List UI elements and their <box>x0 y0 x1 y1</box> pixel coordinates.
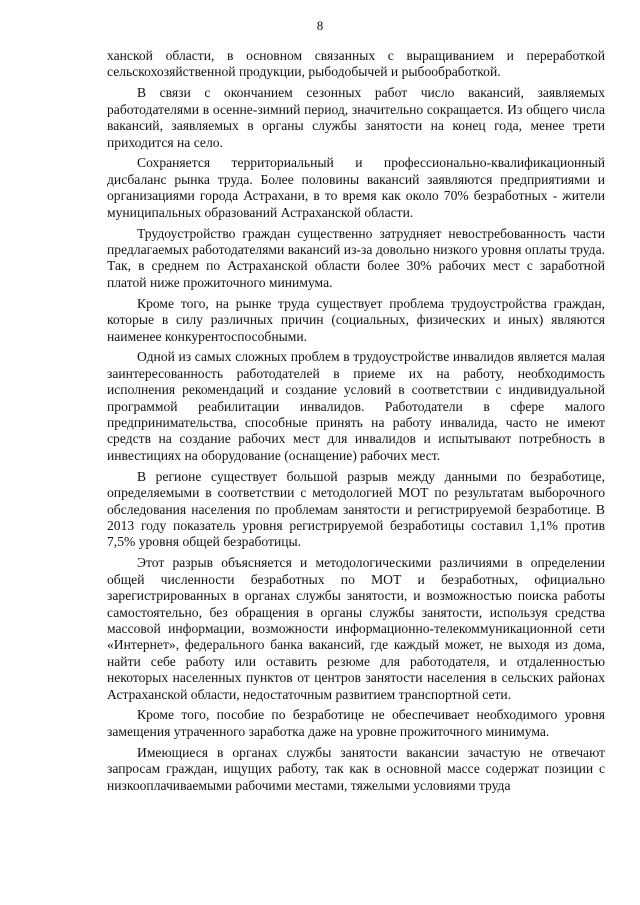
paragraph-8: Этот разрыв объясняется и методологическими различиями в определении общей численности безработных по МОТ и безработных, официально зарегистрированных в органах службы занятости, и возможностью поиска работы самостоятельно, без обращения в органы службы занятости, используя средства массовой информации, возможности информационно-телекоммуникационной сети «Интернет», федерального банка вакансий, где каждый может, не выходя из дома, найти себе работу или оставить резюме для работодателя, и отдаленностью некоторых населенных пунктов от центров занятости населения в сельских районах Астраханской области, недостаточным развитием транспортной сети. <box>107 555 605 702</box>
paragraph-3: Сохраняется территориальный и профессионально-квалификационный дисбаланс рынка труда. Более половины вакансий заявляются предприятиями и организациями города Астрахани, в то время как около 70% безработных - жители муниципальных образований Астраханской области. <box>107 155 605 220</box>
paragraph-5: Кроме того, на рынке труда существует проблема трудоустройства граждан, которые в силу различных причин (социальных, физических и иных) являются наименее конкурентоспособными. <box>107 295 605 344</box>
document-body <box>107 48 605 798</box>
paragraph-9: Кроме того, пособие по безработице не обеспечивает необходимого уровня замещения утраченного заработка даже на уровне прожиточного минимума. <box>107 707 605 739</box>
paragraph-1: ханской области, в основном связанных с выращиванием и переработкой сельскохозяйственной продукции, рыбодобычей и рыбообработкой. <box>107 48 605 80</box>
paragraph-7: В регионе существует большой разрыв между данными по безработице, определяемыми в соответствии с методологией МОТ по результатам выборочного обследования населения по проблемам занятости и регистрируемой безработице. В 2013 году показатель уровня регистрируемой безработицы составил 1,1% против 7,5% уровня общей безработицы. <box>107 468 605 550</box>
paragraph-10: Имеющиеся в органах службы занятости вакансии зачастую не отвечают запросам граждан, ищущих работу, так как в основной массе содержат позиции с низкооплачиваемыми рабочими местами, тяжелыми условиями труда <box>107 744 605 793</box>
paragraph-4: Трудоустройство граждан существенно затрудняет невостребованность части предлагаемых работодателями вакансий из-за довольно низкого уровня оплаты труда. Так, в среднем по Астраханской области более 30% рабочих мест с заработной платой ниже прожиточного минимума. <box>107 225 605 290</box>
paragraph-6: Одной из самых сложных проблем в трудоустройстве инвалидов является малая заинтересованность работодателей в приеме их на работу, необходимость исполнения рекомендаций и создание условий в соответствии с индивидуальной программой реабилитации инвалидов. Работодатели в сфере малого предпринимательства, способные принять на работу инвалида, часто не имеют средств на создание рабочих мест для инвалидов и испытывают потребность в инвестициях на оборудование (оснащение) рабочих мест. <box>107 349 605 463</box>
page-number: 8 <box>316 18 324 33</box>
paragraph-2: В связи с окончанием сезонных работ число вакансий, заявляемых работодателями в осенне-зимний период, значительно сокращается. Из общего числа вакансий, заявляемых в органы службы занятости на конец года, менее трети приходится на село. <box>107 85 605 150</box>
